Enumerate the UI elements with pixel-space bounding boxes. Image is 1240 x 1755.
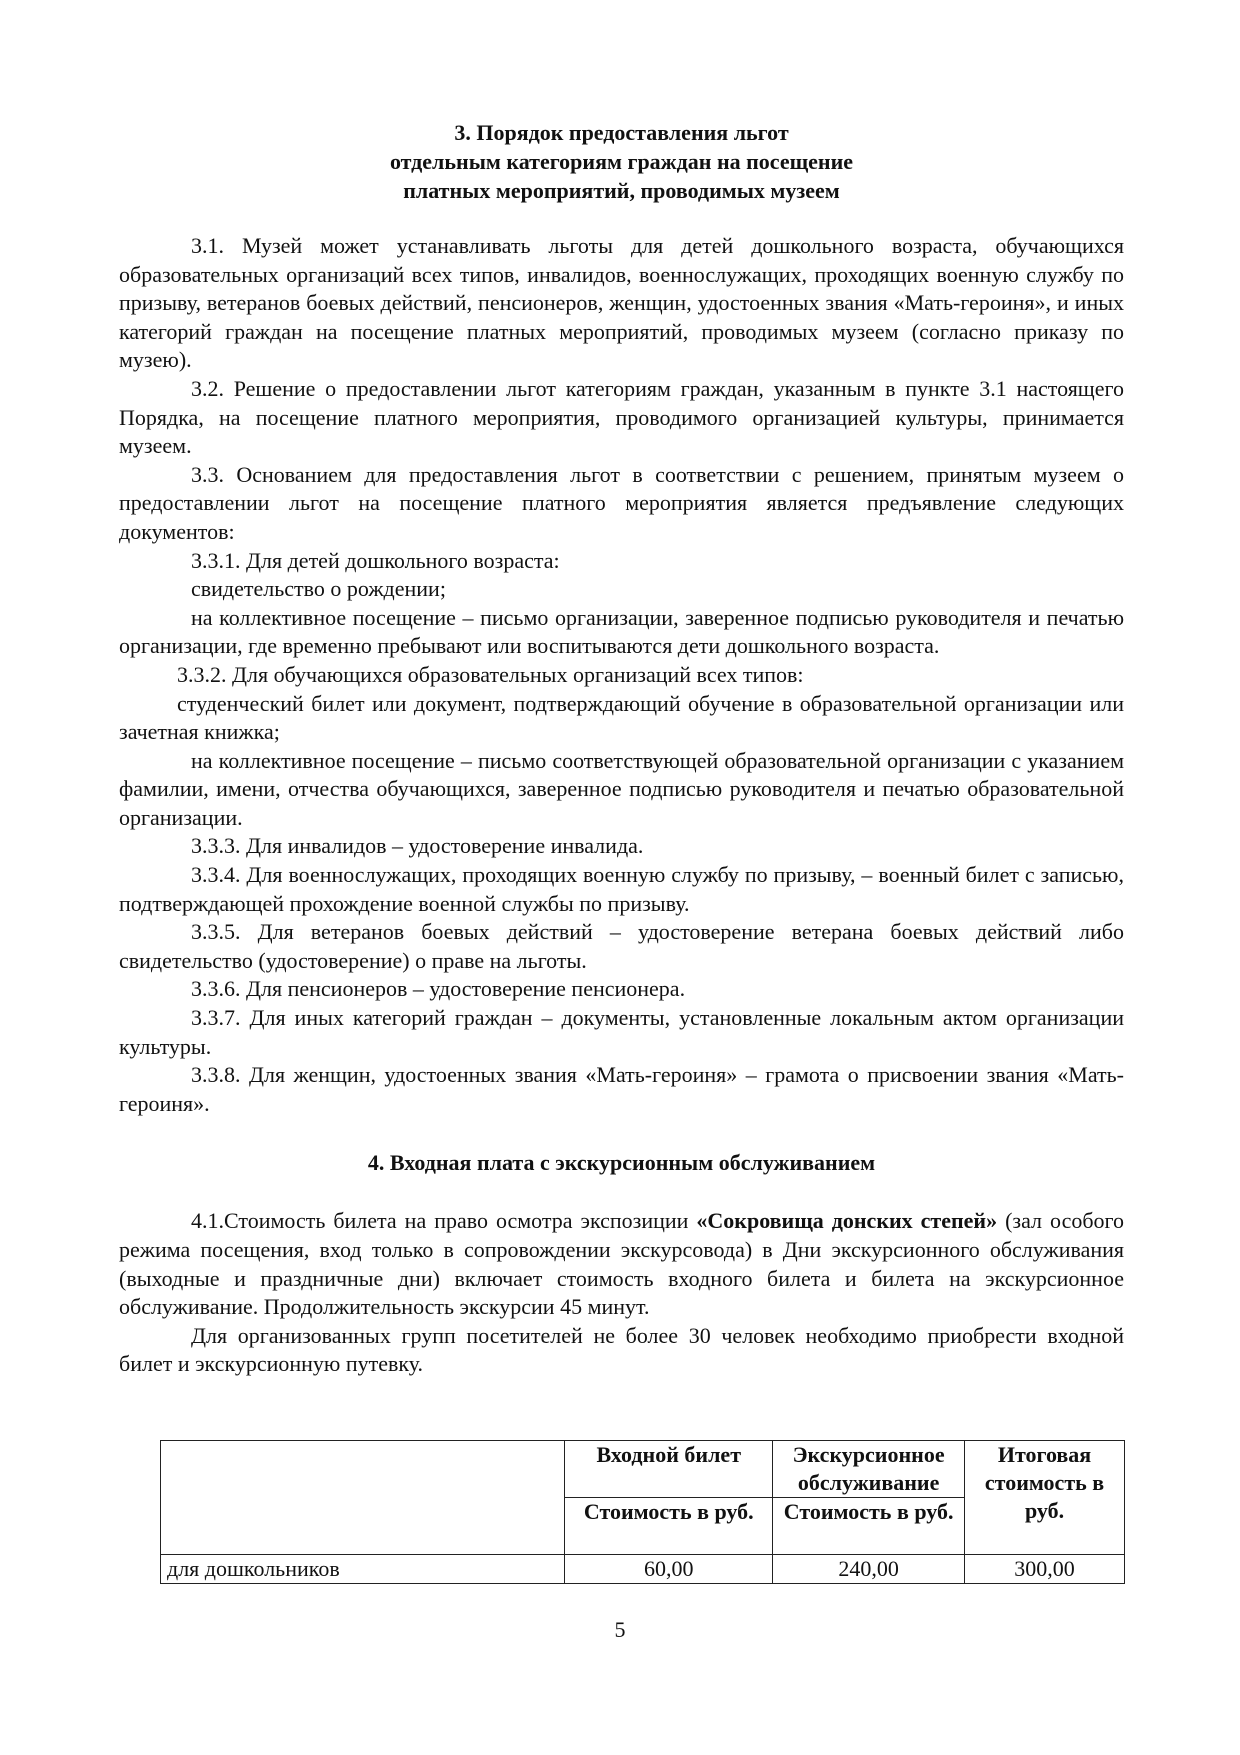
document-page [119,118,1124,1379]
section-3-heading [119,118,1124,205]
paragraph-4-1-start: 4.1.Стоимость билета на право осмотра экспозиции [191,1208,697,1234]
header-total: Итоговая стоимость в руб. [965,1441,1125,1555]
row-label: для дошкольников [161,1555,565,1584]
header-entry-ticket: Входной билет [565,1441,773,1498]
paragraph-3-3-8: 3.3.8. Для женщин, удостоенных звания «Мать-героиня» – грамота о присвоении звания «Мать-героиня». [119,1062,1124,1116]
paragraph-3-3-4: 3.3.4. Для военнослужащих, проходящих военную службу по призыву, – военный билет с записью, подтверждающей прохождение военной службы по призыву. [119,862,1124,916]
paragraph-3-3-7: 3.3.7. Для иных категорий граждан – документы, установленные локальным актом организации культуры. [119,1005,1124,1059]
paragraph-4-1 [119,1207,1124,1321]
subheader-entry-cost: Стоимость в руб. [565,1498,773,1555]
paragraph-4-2: Для организованных групп посетителей не более 30 человек необходимо приобрести входной билет и экскурсионную путевку. [119,1322,1124,1377]
paragraph-3-3-1-b: на коллективное посещение – письмо организации, заверенное подписью руководителя и печатью организации, где временно пребывают или воспитываются дети дошкольного возраста. [119,604,1124,659]
paragraph-3-3-2-a: студенческий билет или документ, подтверждающий обучение в образовательной организации или зачетная книжка; [119,690,1124,745]
row-excursion-price: 240,00 [773,1555,965,1584]
paragraph-4-1-end: (зал особого режима посещения, вход только в сопровождении экскурсовода) в Дни экскурсионного обслуживания (выходные и праздничные дни) включает стоимость входного билета и билета на экскурсионное обслуживание. Продолжительность экскурсии 45 минут. [119,1208,1124,1320]
paragraph-3-3-3: 3.3.3. Для инвалидов – удостоверение инвалида. [191,833,644,859]
paragraph-3-3-1: 3.3.1. Для детей дошкольного возраста: [191,547,560,573]
section-3-title-line-2: отдельным категориям граждан на посещение [389,149,854,174]
paragraph-3-3-1-a: свидетельство о рождении; [191,576,446,602]
table-header-empty [161,1441,565,1555]
page-number: 5 [614,1617,626,1642]
row-total-price: 300,00 [965,1555,1125,1584]
paragraph-3-1: 3.1. Музей может устанавливать льготы для детей дошкольного возраста, обучающихся образовательных организаций всех типов, инвалидов, военнослужащих, проходящих военную службу по призыву, ветеранов боевых действий, пенсионеров, женщин, удостоенных звания «Мать-героиня», и иных категорий граждан на посещение платных мероприятий, проводимых музеем (согласно приказу по музею). [119,233,1124,373]
fees-table [160,1440,1125,1584]
paragraph-3-3-2-b: на коллективное посещение – письмо соответствующей образовательной организации с указанием фамилии, имени, отчества обучающихся, заверенное подписью руководителя и печатью образовательной организации. [119,747,1124,830]
section-3-title-line-1: 3. Порядок предоставления льгот [454,120,789,145]
row-entry-price: 60,00 [565,1555,773,1584]
section-4-heading: 4. Входная плата с экскурсионным обслуживанием [367,1150,876,1176]
paragraph-3-2: 3.2. Решение о предоставлении льгот категориям граждан, указанным в пункте 3.1 настоящего Порядка, на посещение платного мероприятия, проводимого организацией культуры, принимается музеем. [119,375,1124,459]
paragraph-3-3-5: 3.3.5. Для ветеранов боевых действий – удостоверение ветерана боевых действий либо свидетельство (удостоверение) о праве на льготы. [119,919,1124,973]
subheader-excursion-cost: Стоимость в руб. [773,1498,965,1555]
exhibit-name: «Сокровища донских степей» [696,1208,998,1234]
header-excursion: Экскурсионное обслуживание [773,1441,965,1498]
section-3-title-line-3: платных мероприятий, проводимых музеем [403,178,840,203]
paragraph-3-3: 3.3. Основанием для предоставления льгот в соответствии с решением, принятым музеем о предоставлении льгот на посещение платного мероприятия является предъявление следующих документов: [119,461,1124,544]
paragraph-3-3-2: 3.3.2. Для обучающихся образовательных организаций всех типов: [177,661,804,687]
table-header-row [161,1441,1125,1498]
paragraph-3-3-6: 3.3.6. Для пенсионеров – удостоверение пенсионера. [191,976,686,1002]
table-row [161,1555,1125,1584]
